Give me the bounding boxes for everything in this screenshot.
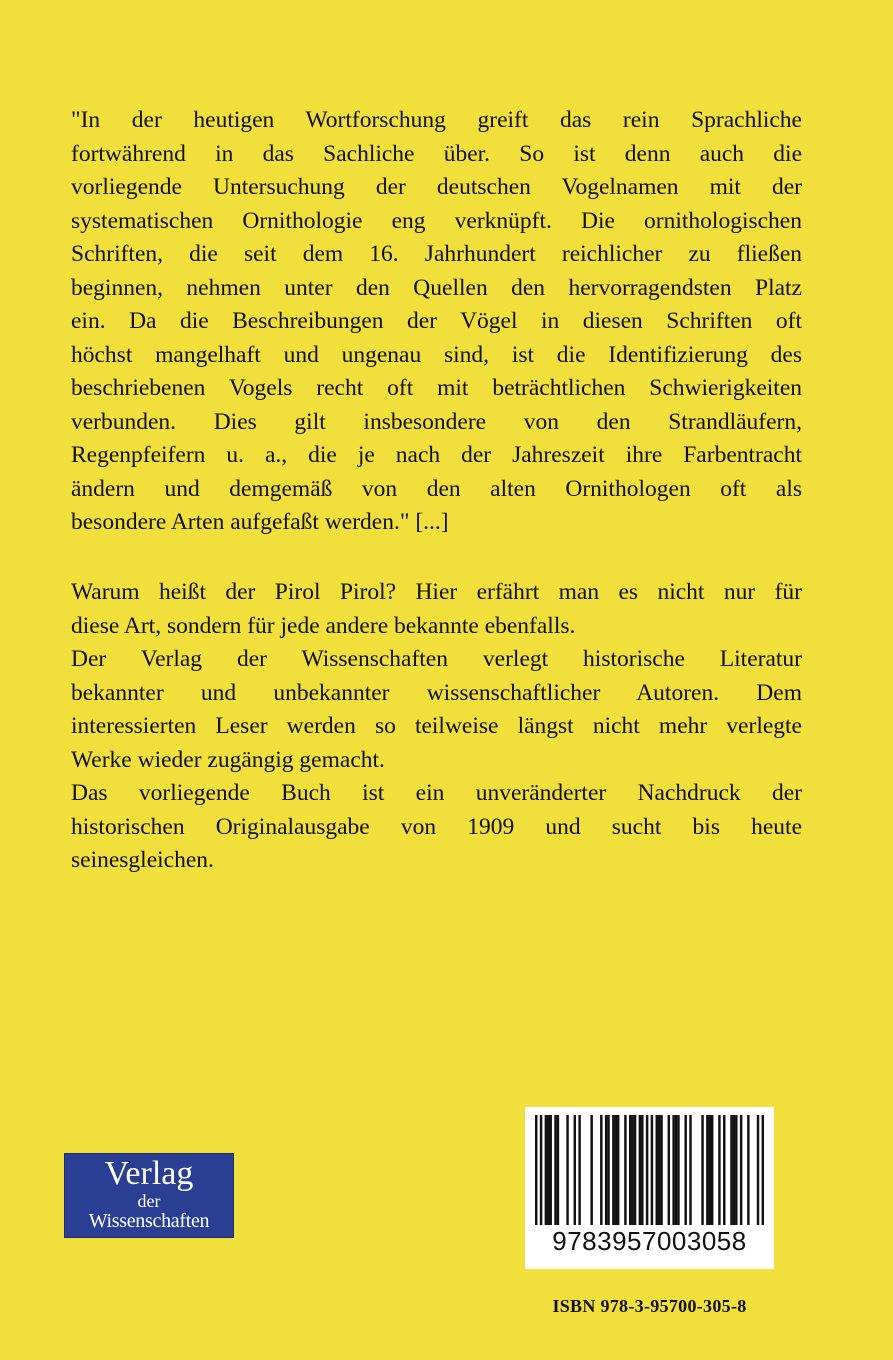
barcode-bar bbox=[684, 1115, 686, 1225]
barcode-bar bbox=[554, 1115, 556, 1225]
quote-paragraph bbox=[71, 104, 802, 540]
barcode-bar bbox=[549, 1115, 551, 1225]
logo-word-der: der bbox=[137, 1191, 161, 1211]
barcode-bar bbox=[735, 1115, 737, 1225]
description-paragraph bbox=[71, 576, 802, 643]
barcode-bar bbox=[718, 1115, 720, 1225]
description-block bbox=[71, 576, 802, 878]
barcode-bar bbox=[629, 1115, 631, 1225]
quote-line: Regenpfeifern u. a., die je nach der Jahreszeit ihre Farbentracht bbox=[71, 442, 802, 468]
quote-line: beginnen, nehmen unter den Quellen den hervorragendsten Platz bbox=[71, 274, 802, 301]
barcode-bar bbox=[607, 1115, 609, 1225]
barcode-bar bbox=[740, 1115, 742, 1225]
barcode-bar bbox=[634, 1115, 636, 1225]
barcode-bar bbox=[631, 1115, 633, 1225]
description-line: Warum heißt der Pirol Pirol? Hier erfährt man es nicht nur für bbox=[71, 579, 802, 605]
barcode-bar bbox=[641, 1115, 643, 1225]
barcode-bar bbox=[557, 1115, 559, 1225]
quote-line: "In der heutigen Wortforschung greift das rein Sprachliche bbox=[71, 107, 802, 133]
description-line: seinesgleichen. bbox=[71, 847, 214, 873]
barcode-bar bbox=[590, 1115, 592, 1225]
barcode-bar bbox=[709, 1115, 711, 1225]
barcode-bar bbox=[656, 1115, 658, 1225]
barcode-bar bbox=[668, 1115, 670, 1225]
barcode-bar bbox=[701, 1115, 703, 1225]
barcode-bar bbox=[762, 1115, 764, 1225]
description-line: Das vorliegende Buch ist ein unveränderter Nachdruck der bbox=[71, 780, 802, 806]
barcode-bar bbox=[540, 1115, 542, 1225]
quote-block bbox=[71, 104, 802, 540]
barcode-bar bbox=[733, 1115, 735, 1225]
quote-line: besondere Arten aufgefaßt werden." [...] bbox=[71, 509, 449, 535]
barcode-bar bbox=[600, 1115, 602, 1225]
barcode-bar bbox=[617, 1115, 619, 1225]
barcode-bars bbox=[535, 1115, 764, 1225]
barcode-bar bbox=[660, 1115, 662, 1225]
barcode-bar bbox=[535, 1115, 537, 1225]
quote-line: ändern und demgemäß von den alten Ornithologen oft als bbox=[71, 475, 802, 502]
quote-line: vorliegende Untersuchung der deutschen Vogelnamen mit der bbox=[71, 174, 802, 200]
description-line: Der Verlag der Wissenschaften verlegt historische Literatur bbox=[71, 646, 802, 672]
quote-line: verbunden. Dies gilt insbesondere von den Strandläufern, bbox=[71, 408, 802, 435]
barcode-bar bbox=[677, 1115, 679, 1225]
barcode-bar bbox=[706, 1115, 708, 1225]
barcode-bar bbox=[615, 1115, 617, 1225]
logo-word-verlag: Verlag bbox=[104, 1155, 194, 1192]
barcode-bar bbox=[646, 1115, 648, 1225]
description-paragraph bbox=[71, 777, 802, 878]
description-paragraph bbox=[71, 643, 802, 777]
barcode-bar bbox=[605, 1115, 607, 1225]
barcode-bar bbox=[574, 1115, 576, 1225]
barcode bbox=[525, 1107, 774, 1269]
barcode-bar bbox=[689, 1115, 691, 1225]
barcode-bar bbox=[723, 1115, 725, 1225]
barcode-bar bbox=[730, 1115, 732, 1225]
quote-line: beschriebenen Vogels recht oft mit beträchtlichen Schwierigkeiten bbox=[71, 375, 802, 401]
description-line: diese Art, sondern für jede andere bekannte ebenfalls. bbox=[71, 612, 576, 639]
isbn-label: ISBN 978-3-95700-305-8 bbox=[552, 1296, 747, 1316]
publisher-logo bbox=[64, 1153, 234, 1238]
barcode-bar bbox=[757, 1115, 759, 1225]
barcode-bar bbox=[639, 1115, 641, 1225]
description-line: interessierten Leser werden so teilweise längst nicht mehr verlegte bbox=[71, 713, 802, 739]
barcode-bar bbox=[711, 1115, 713, 1225]
barcode-bar bbox=[747, 1115, 749, 1225]
quote-line: Schriften, die seit dem 16. Jahrhundert reichlicher zu fließen bbox=[71, 241, 802, 267]
barcode-bar bbox=[545, 1115, 547, 1225]
barcode-bar bbox=[624, 1115, 626, 1225]
quote-line: ein. Da die Beschreibungen der Vögel in diesen Schriften oft bbox=[71, 308, 802, 334]
barcode-digits: 9783957003058 bbox=[552, 1226, 747, 1256]
quote-line: systematischen Ornithologie eng verknüpft. Die ornithologischen bbox=[71, 207, 802, 234]
logo-word-wissenschaften: Wissenschaften bbox=[88, 1210, 210, 1232]
barcode-bar bbox=[658, 1115, 660, 1225]
quote-line: fortwährend in das Sachliche über. So ist denn auch die bbox=[71, 140, 802, 167]
barcode-bar bbox=[672, 1115, 674, 1225]
description-line: historischen Originalausgabe von 1909 und sucht bis heute bbox=[71, 813, 802, 840]
barcode-bar bbox=[612, 1115, 614, 1225]
barcode-bar bbox=[651, 1115, 653, 1225]
barcode-bar bbox=[675, 1115, 677, 1225]
description-line: Werke wieder zugängig gemacht. bbox=[71, 746, 385, 773]
description-line: bekannter und unbekannter wissenschaftlicher Autoren. Dem bbox=[71, 679, 802, 706]
barcode-bar bbox=[566, 1115, 568, 1225]
barcode-bar bbox=[578, 1115, 580, 1225]
quote-line: höchst mangelhaft und ungenau sind, ist die Identifizierung des bbox=[71, 341, 802, 368]
barcode-bar bbox=[547, 1115, 549, 1225]
